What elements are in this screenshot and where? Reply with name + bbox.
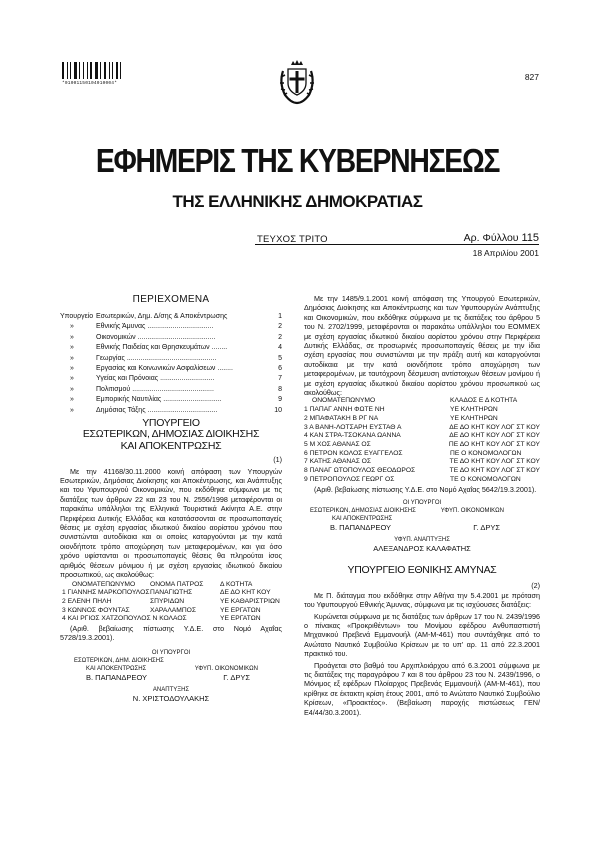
sig-role-right: ΥΦΥΠ. ΟΙΚΟΝΟΜΙΚΩΝ [194,665,258,672]
table-row [304,432,540,441]
row-branch: ΔΕ ΔΟ ΚΗΤ ΚΟΥ ΛΟΓ ΣΤ ΚΟΥ [449,432,540,440]
sig-line-2 [60,665,282,673]
sig-name-left: Β. ΠΑΠΑΝΔΡΕΟΥ [330,522,392,532]
table-row [304,424,540,433]
contents-page: 8 [278,385,282,393]
row-branch: ΠΕ Ο ΚΟΝΟΜΟΛΟΓΩΝ [450,449,522,457]
contents-ministry: » [70,365,74,372]
barcode-bar [102,62,103,79]
row-name: 1 ΓΙΑΝΝΗΣ ΜΑΡΚΟΠΟΥΛΟΣ [62,589,150,597]
sig-role-center: ΥΦΥΠ. ΑΝΑΠΤΥΞΗΣ [394,536,450,543]
credit-certificate: (Αριθ. βεβαίωσης πίστωσης Υ.Δ.Ε. στο Νομό Αχαΐας 5728/19.3.2001). [60,624,282,643]
ministry-heading-1: ΥΠΟΥΡΓΕΙΟ [142,417,200,429]
barcode-bar [87,62,88,79]
barcode-bar [70,62,71,79]
table-row [304,458,540,467]
barcode-bar [89,62,90,79]
barcode-bar [93,62,94,79]
greek-coat-of-arms-icon [275,57,319,107]
sheet-label: Αρ. Φύλλου [463,232,519,244]
barcode-bar [109,62,110,79]
contents-row [60,365,282,375]
row-branch: ΥΕ ΚΛΗΤΗΡΩΝ [450,414,498,422]
barcode-bar [122,62,123,79]
staff-table-2 [304,397,540,484]
sig-role-left: ΕΣΩΤΕΡΙΚΩΝ, ΔΗΜΟΣΙΑΣ ΔΙΟΙΚΗΣΗΣ [310,507,416,514]
barcode [62,62,124,88]
barcode-bar [67,62,68,79]
barcode-bar [116,62,118,79]
row-role: ΥΕ ΚΑΘΑΡΙΣΤΡΙΩΝ [220,597,280,605]
table-row [304,406,540,415]
contents-ministry: » [70,323,74,331]
contents-page: 6 [278,365,282,372]
barcode-bar [62,62,64,79]
table-row [60,589,282,598]
row-father [150,615,220,624]
table-header [304,397,540,406]
barcode-number: *01001150104010004* [62,81,118,86]
sig-name-right: Γ. ΔΡΥΣ [473,522,500,532]
contents-row [60,334,282,344]
barcode-bar [83,62,84,79]
gazette-title: ΕΦΗΜΕΡΙΣ ΤΗΣ ΚΥΒΕΡΝΗΣΕΩΣ [95,142,500,179]
row-branch: ΠΕ ΔΟ ΚΗΤ ΚΟΥ ΛΟΓ ΣΤ ΚΟΥ [448,440,540,448]
row-name: 8 ΠΑΝΑΓ ΩΤΟΠΟΥΛΟΣ ΘΕΟΔΩΡΟΣ [304,467,416,475]
table-row [304,441,540,450]
contents-page: 1 [278,313,282,320]
barcode-bar [90,62,92,79]
barcode-bar [119,62,120,79]
table-row [304,450,540,459]
decision-number-2: (2) [531,581,540,591]
issue-sheet [464,232,539,244]
col-name: ΟΝΟΜΑΤΕΠΩΝΥΜΟ [72,580,136,588]
barcode-bar [111,62,112,79]
issue-series: ΤΕΥΧΟΣ ΤΡΙΤΟ [257,234,328,245]
barcode-bar [78,62,79,79]
decision-text: Με την 41168/30.11.2000 κοινή απόφαση των Υπουργών Εσωτερικών, Δημόσιας Διοίκησης και Αποκέντρωσης, και Ανάπτυξης και του Υφυπουργού Οικονομικών, που εκδόθηκε σύμφωνα με τις διατάξεις των άρθρων 22 και 23 του Ν. 2556/1998 μεταφέρονται οι παρακάτω υπάλληλοι της Ελληνικά Τουριστικά Ακίνητα Α.Ε. στην Περιφέρεια Δυτικής Ελλάδας και κατατάσσονται σε προσωποπαγείς θέσεις με σχέση εργασίας ιδιωτικού δικαίου αορίστου χρόνου που συνιστώνται αυτοδίκαια και οι οποίες καταργούνται με την κατά οιονδήποτε τρόπο αποχώρηση των μεταφερομένων, και για όσο χρόνο υφίστανται οι προσωποπαγείς θέσεις θα πληρούται ίσος αριθμός θέσεων μόνιμου ή με σχέση εργασίας ιδιωτικού δικαίου προσωπικού, ως ακολούθως: [60,466,282,580]
issue-date: 18 Απριλίου 2001 [472,248,539,258]
col-father: ΟΝΟΜΑ ΠΑΤΡΟΣ [150,580,204,588]
contents-ministry: » [70,406,74,414]
sig-line-2: ΚΑΙ ΑΠΟΚΕΝΤΡΩΣΗΣ [332,515,393,522]
page-number: 827 [524,72,539,82]
sig-line-1: ΕΣΩΤΕΡΙΚΩΝ, ΔΗΜ. ΔΙΟΙΚΗΣΗΣ [74,657,164,664]
contents-title: Υγείας και Πρόνοιας ............................ [96,375,215,383]
decree-promotion: Προάγεται στο βαθμό του Αρχιπλοιάρχου από 6.3.2001 σύμφωνα με τις διατάξεις της παραγράφου 7 και 8 του άρθρου 23 του Ν. 2439/1996, ο Μόνιμος εξ εφέδρων Πλοίαρχος Πρεβενάς Εμμανουήλ (ΑΜ-Μ-461), που κρίθηκε σε έκτακτη κρίση έτους 2001, από το Ανώτατο Ναυτικό Συμβούλιο Κρίσεων, «Προακτέος». (Βεβαίωση παροχής πιστώσεως ΓΕΝ/Ε4/44/30.3.2001). [304,660,540,717]
contents-page: 4 [278,344,282,352]
barcode-bar [114,62,115,79]
sig-role-right: ΥΦΥΠ. ΟΙΚΟΝΟΜΙΚΩΝ [440,507,504,514]
contents-heading: ΠΕΡΙΕΧΟΜΕΝΑ [132,294,210,305]
row-name: 1 ΠΑΠΑΓ ΑΝΝΗ ΦΩΤΕ ΝΗ [304,406,385,414]
row-father: ΠΑΝΑΓΙΩΤΗΣ [150,589,193,597]
right-column [304,294,540,717]
row-branch: ΥΕ ΚΛΗΤΗΡΩΝ [450,406,498,414]
table-header [60,581,282,590]
row-name: 4 ΚΑΝ ΣΤΡΑ-ΤΣΟΚΑΝΑ ΩΑΝΝΑ [304,432,401,440]
barcode-bar [72,62,73,79]
decision-number: (1) [273,455,282,465]
signatories-heading-2: ΟΙ ΥΠΟΥΡΓΟΙ [402,499,442,506]
ministry-heading-2: ΕΣΩΤΕΡΙΚΩΝ, ΔΗΜΟΣΙΑΣ ΔΙΟΙΚΗΣΗΣ [82,428,260,441]
sig-name-center: Ν. ΧΡΙΣΤΟΔΟΥΛΑΚΗΣ [132,693,210,703]
sig-names [304,523,540,533]
contents-title: Εθνικής Άμυνας .................................. [96,323,214,331]
col-role: Δ ΚΟΤΗΤΑ [220,580,253,588]
contents-page: 2 [278,333,282,341]
contents-title: Εθνικής Παιδείας και Θρησκευμάτων ........ [96,344,228,352]
row-branch: ΤΕ ΔΟ ΚΗΤ ΚΟΥ ΛΟΓ ΣΤ ΚΟΥ [449,467,540,475]
contents-page: 7 [278,375,282,383]
sig-name-right: Γ. ΔΡΥΣ [223,672,250,682]
contents-row [60,313,282,323]
contents-ministry: » [70,375,74,383]
table-row [304,476,540,485]
row-role: ΥΕ ΕΡΓΑΤΩΝ [220,615,261,623]
credit-certificate-2: (Αριθ. βεβαίωσης πίστωσης Υ.Δ.Ε. στο Νομό Αχαΐας 5642/19.3.2001). [314,484,537,494]
contents-ministry: » [70,385,74,393]
contents-page: 5 [278,354,282,362]
header-rule [255,244,539,245]
row-branch: ΤΕ ΔΟ ΚΗΤ ΚΟΥ ΛΟΓ ΣΤ ΚΟΥ [449,458,540,466]
left-column [60,419,282,704]
table-body [304,406,540,484]
barcode-bar [81,62,82,79]
row-role: ΔΕ ΔΟ ΚΗΤ ΚΟΥ [220,589,271,597]
barcode-bar [85,62,86,79]
row-father: ΣΠΥΡΙΔΩΝ [150,597,185,605]
gazette-subtitle: ΤΗΣ ΕΛΛΗΝΙΚΗΣ ΔΗΜΟΚΡΑΤΙΑΣ [172,192,423,211]
barcode-bar [104,62,106,79]
barcode-bar [107,62,108,79]
barcode-bar [69,62,70,79]
barcode-bar [79,62,80,79]
barcode-bar [95,62,98,79]
contents-title: Εσωτερικών, Δημ. Δ/σης & Αποκέντρωσης [96,313,228,320]
sig-line-1 [304,507,540,515]
barcode-bar [65,62,66,79]
contents-ministry: » [70,344,74,352]
sig-names [60,673,282,683]
contents-ministry: » [70,354,74,362]
contents-title: Οικονομικών ........................................ [96,333,216,341]
contents-row [60,344,282,354]
staff-table [60,581,282,625]
contents-row [60,386,282,396]
row-father: ΧΑΡΑΛΑΜΠΟΣ [150,606,197,614]
row-name: 2 ΕΛΕΝΗ ΠΗΛΗ [62,597,112,605]
contents-title: Δημόσιας Τάξης .................................... [96,406,218,414]
row-name: 2 ΜΠΑΦΑΤΑΚΗ Β ΡΓ ΝΑ [304,414,379,422]
contents-row [60,396,282,406]
contents-row [60,407,282,417]
contents-row [60,355,282,365]
table-row [60,607,282,616]
sig-role-center: ΑΝΑΠΤΥΞΗΣ [152,686,190,693]
sig-role-left: ΚΑΙ ΑΠΟΚΕΝΤΡΩΣΗΣ [86,665,147,672]
table-body [60,589,282,624]
col-branch: ΚΛΑΔΟΣ Ε Δ ΚΟΤΗΤΑ [450,397,518,405]
contents-title: Εμπορικής Ναυτιλίας .............................. [96,396,222,404]
contents-title: Πολιτισμού .......................................... [96,385,214,393]
barcode-bar [120,62,121,79]
table-row [304,415,540,424]
signatories-heading: ΟΙ ΥΠΟΥΡΓΟΙ [151,649,191,656]
barcode-bar [99,62,100,79]
row-name: 3 ΚΩΝΝΟΣ ΦΟΥΝΤΑΣ [62,606,130,614]
contents-ministry: » [70,396,74,404]
row-name: 6 ΠΕΤΡΟΝ ΚΟΛΟΣ ΕΥΑΓΓΕΛΟΣ [304,449,403,457]
row-name: 9 ΠΕΤΡΟΠΟΥΛΟΣ ΓΕΩΡΓ ΟΣ [304,475,395,483]
sig-name-left: Β. ΠΑΠΑΝΔΡΕΟΥ [86,672,148,682]
sheet-number: 115 [521,232,539,244]
sig-name-center: ΑΛΕΞΑΝΔΡΟΣ ΚΑΛΑΦΑΤΗΣ [373,543,471,553]
table-row [60,598,282,607]
row-name: 4 ΚΑΙ ΡΓΙΟΣ ΧΑΤΖΟΠΟΥΛΟΣ Ν ΚΟΛΑΟΣ [62,615,187,623]
barcode-bar [100,62,101,79]
row-branch: ΤΕ Ο ΚΟΝΟΜΟΛΟΓΩΝ [450,475,521,483]
row-branch: ΔΕ ΔΟ ΚΗΤ ΚΟΥ ΛΟΓ ΣΤ ΚΟΥ [449,423,540,431]
contents-row [60,375,282,385]
contents-page: 2 [278,323,282,331]
contents-row [60,323,282,333]
ministry-heading-defence: ΥΠΟΥΡΓΕΙΟ ΕΘΝΙΚΗΣ ΑΜΥΝΑΣ [347,563,497,576]
contents-page: 10 [274,406,282,414]
decree-ratification: Κυρώνεται σύμφωνα με τις διατάξεις των άρθρων 17 του Ν. 2439/1996 ο πίνακας «Προκριθέντων» του Μονίμου εφέδρου Ανθυπασπιστή Μηχανικού Πρεβενά Εμμανουήλ (ΑΜ-Μ-461) που συντάχθηκε από το Ανώτατο Ναυτικό Συμβούλιο Κρίσεων με το υπ' αρ. 11 από 22.3.2001 πρακτικό του. [304,611,540,659]
contents-page: 9 [278,396,282,404]
contents-ministry: Υπουργείο [60,313,94,320]
decree-intro: Με Π. διάταγμα που εκδόθηκε στην Αθήνα την 5.4.2001 με πρόταση του Υφυπουργού Εθνικής Άμυνας, σύμφωνα με τις ισχύουσες διατάξεις: [304,590,540,610]
table-row [304,467,540,476]
row-name: 7 ΚΑΤΗΣ ΑΘΑΝΑΣ ΟΣ [304,458,372,466]
ministry-heading-3: ΚΑΙ ΑΠΟΚΕΝΤΡΩΣΗΣ [120,439,222,452]
table-row [60,615,282,624]
barcode-bars [62,62,124,79]
contents-title: Γεωργίας .............................................. [96,354,217,362]
barcode-bar [74,62,77,79]
contents-title: Εργασίας και Κοινωνικών Ασφαλίσεων ........ [96,365,233,372]
decision-text-2: Με την 1485/9.1.2001 κοινή απόφαση της Υπουργού Εσωτερικών, Δημόσιας Διοίκησης και Αποκέντρωσης και των Υφυπουργών Ανάπτυξης και Οικονομικών, που εκδόθηκε σύμφωνα με τις διατάξεις του άρθρου 5 του Ν. 2702/1999, μεταφέρονται οι παρακάτω υπάλληλοι του ΕΟΜΜΕΧ με σχέση εργασίας ιδιωτικού δικαίου αορίστου χρόνου στην Περιφέρεια Δυτικής Ελλάδας, σε προσωρινές προσωποπαγείς θέσεις με την ίδια σχέση εργασίας που συνιστώνται με την πράξη αυτή και καταργούνται αυτοδίκαια με την κατά οιονδήποτε τρόπο αποχώρηση των μεταφερομένων, με ταυτόχρονη δέσμευση αντίστοιχων θέσεων μονίμου ή με σχέση εργασίας ιδιωτικού δικαίου αορίστου χρόνου προσωπικού ως ακολούθως: [304,294,540,398]
row-name: 5 Μ ΧΟΣ ΑΘΑΝΑΣ ΟΣ [304,440,371,448]
barcode-bar [112,62,113,79]
row-role: ΥΕ ΕΡΓΑΤΩΝ [220,606,261,614]
contents-ministry: » [70,333,74,341]
row-name: 3 Α ΒΑΝΗ-ΛΟΤΣΑΡΗ ΕΥΣΤΑΘ Α [304,423,402,431]
col-name: ΟΝΟΜΑΤΕΠΩΝΥΜΟ [312,397,376,405]
